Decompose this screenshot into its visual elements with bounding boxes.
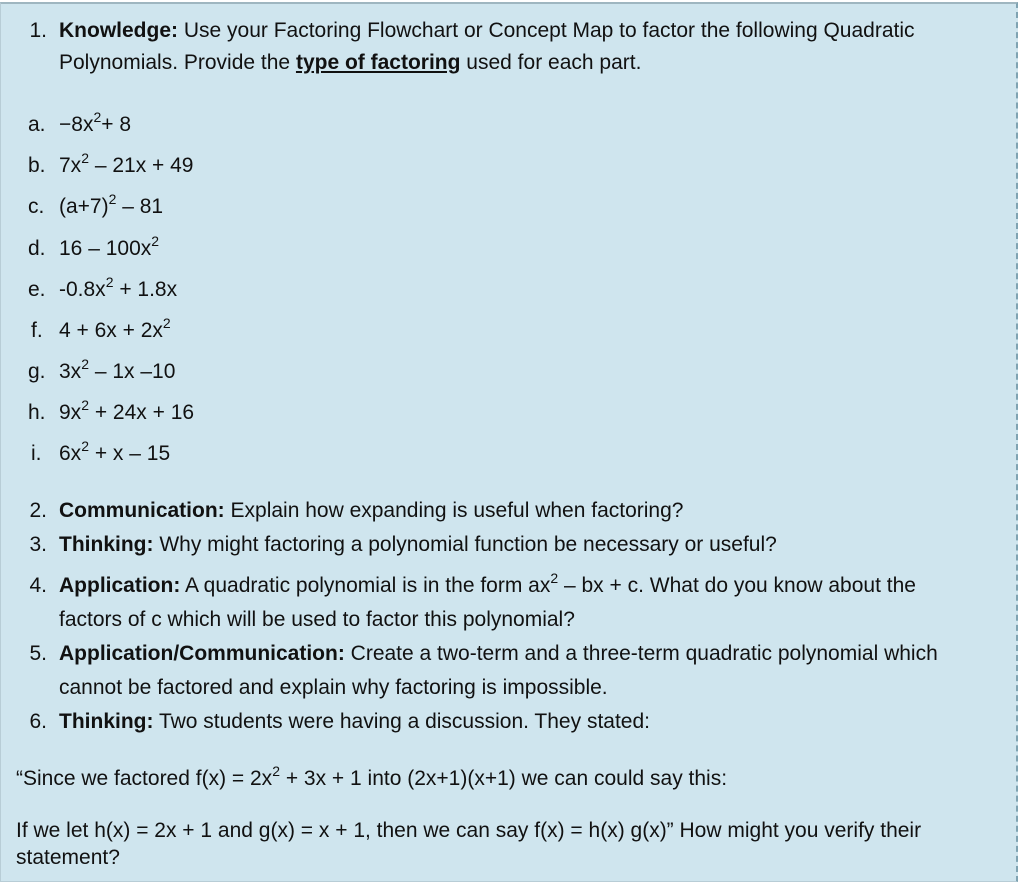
- part-letter: g.: [28, 360, 46, 383]
- q2-number: 2.: [29, 499, 47, 522]
- q4-line2: factors of c which will be used to factor this polynomial?: [59, 608, 575, 631]
- q6-text: Thinking: Two students were having a discussion. They stated:: [59, 710, 650, 733]
- q5-line2: cannot be factored and explain why factoring is impossible.: [59, 676, 608, 699]
- part-letter: a.: [28, 113, 46, 136]
- q1-label: Knowledge:: [59, 19, 178, 42]
- q3-number: 3.: [29, 533, 47, 556]
- q1-number: 1.: [29, 19, 47, 42]
- part-letter: b.: [28, 154, 46, 177]
- part-expression: 16 – 100x2: [59, 233, 160, 260]
- part-letter: i.: [31, 442, 42, 465]
- q1-line1: [59, 18, 915, 44]
- quote-line3: statement?: [16, 846, 120, 869]
- part-expression: -0.8x2 + 1.8x: [59, 274, 178, 301]
- worksheet-panel: [0, 2, 1018, 882]
- part-expression: 3x2 – 1x –10: [59, 356, 176, 383]
- q4-line1: Application: A quadratic polynomial is in the form ax2 – bx + c. What do you know about the: [59, 570, 916, 597]
- part-expression: 6x2 + x – 15: [59, 438, 171, 465]
- q5-line1: Application/Communication: Create a two-term and a three-term quadratic polynomial which: [59, 642, 938, 665]
- part-letter: f.: [31, 319, 43, 342]
- q2-text: Communication: Explain how expanding is useful when factoring?: [59, 499, 684, 522]
- quote-line2: If we let h(x) = 2x + 1 and g(x) = x + 1, then we can say f(x) = h(x) g(x)” How might you verify their: [16, 819, 922, 842]
- part-letter: d.: [28, 237, 46, 260]
- part-letter: c.: [28, 195, 45, 218]
- q1-line2: Polynomials. Provide the type of factoring used for each part.: [59, 51, 642, 74]
- q3-text: Thinking: Why might factoring a polynomial function be necessary or useful?: [59, 533, 777, 556]
- quote-line1: “Since we factored f(x) = 2x2 + 3x + 1 into (2x+1)(x+1) we can could say this:: [16, 763, 728, 790]
- part-expression: −8x2+ 8: [59, 109, 132, 136]
- part-letter: h.: [28, 401, 46, 424]
- q5-number: 5.: [29, 642, 47, 665]
- q6-number: 6.: [29, 710, 47, 733]
- part-letter: e.: [28, 278, 46, 301]
- q4-number: 4.: [29, 574, 47, 597]
- part-expression: 7x2 – 21x + 49: [59, 150, 194, 177]
- q1-text: Use your Factoring Flowchart or Concept Map to factor the following Quadratic: [183, 19, 915, 42]
- part-expression: 4 + 6x + 2x2: [59, 315, 171, 342]
- part-expression: (a+7)2 – 81: [59, 191, 164, 218]
- part-expression: 9x2 + 24x + 16: [59, 397, 195, 424]
- type-of-factoring-emphasis: type of factoring: [295, 51, 461, 74]
